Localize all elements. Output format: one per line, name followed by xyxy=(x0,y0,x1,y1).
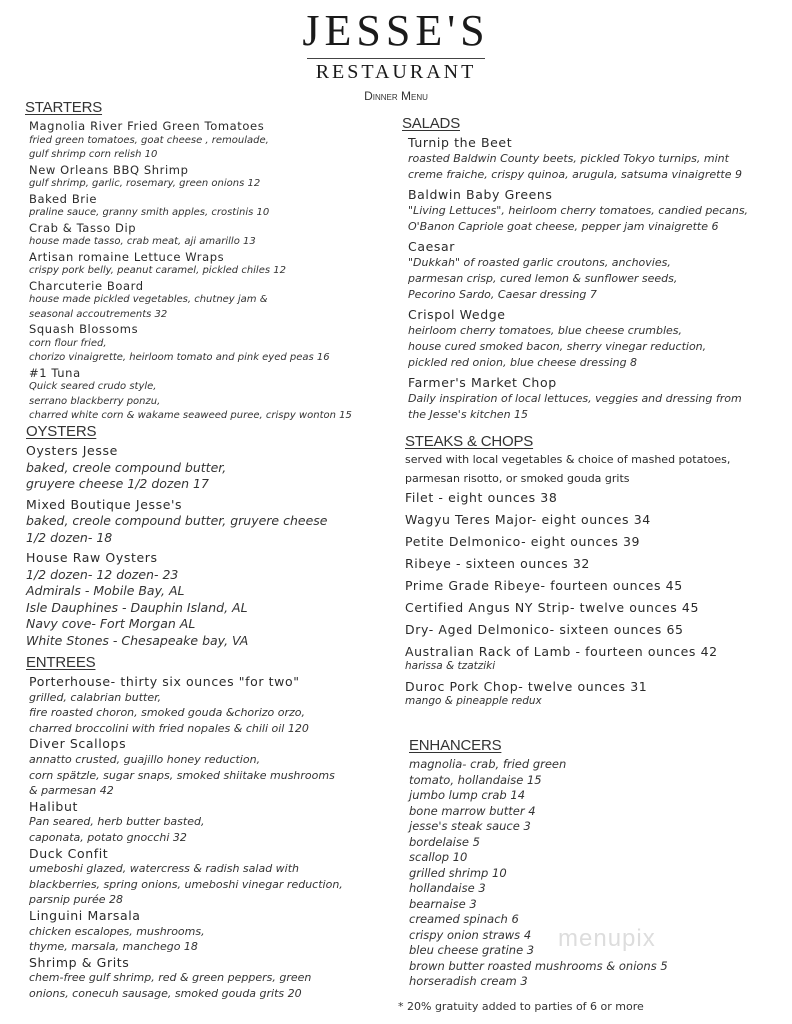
item-description: horseradish cream 3 xyxy=(409,974,528,988)
item-name: Shrimp & Grits xyxy=(29,954,130,970)
item-name: Magnolia River Fried Green Tomatoes xyxy=(29,119,265,133)
section-steaks-chops xyxy=(405,433,730,714)
menu-item xyxy=(408,307,748,371)
item-description: praline sauce, granny smith apples, crostinis 10 xyxy=(29,207,270,218)
item-description: O'Banon Capriole goat cheese, pepper jam vinaigrette 6 xyxy=(408,220,719,233)
item-name: Duroc Pork Chop- twelve ounces 31 xyxy=(405,679,648,694)
logo-name: JESSE'S xyxy=(302,6,490,55)
item-description: brown butter roasted mushrooms & onions 5 xyxy=(409,958,668,973)
item-description: & parmesan 42 xyxy=(29,784,114,798)
menu-item xyxy=(29,279,352,323)
item-description: chem-free gulf shrimp, red & green peppers, green xyxy=(29,971,312,985)
item-description: house made tasso, crab meat, aji amarillo 13 xyxy=(29,236,256,247)
item-name: Wagyu Teres Major- eight ounces 34 xyxy=(405,512,651,527)
section-heading: SALADS xyxy=(402,115,460,132)
item-description: the Jesse's kitchen 15 xyxy=(408,408,529,421)
item-description: chorizo vinaigrette, heirloom tomato and pink eyed peas 16 xyxy=(29,352,330,363)
menu-item xyxy=(405,556,730,572)
item-name: Baldwin Baby Greens xyxy=(408,187,553,202)
item-description: bleu cheese gratine 3 xyxy=(409,943,535,957)
item-description: baked, creole compound butter, gruyere cheese xyxy=(26,513,328,528)
menu-item xyxy=(26,550,327,649)
item-description: parsnip purée 28 xyxy=(29,893,123,907)
menu-item xyxy=(408,375,748,423)
item-description: hollandaise 3 xyxy=(409,881,486,895)
item-description: creamed spinach 6 xyxy=(409,912,519,926)
item-name: Crab & Tasso Dip xyxy=(29,220,137,235)
item-description: Daily inspiration of local lettuces, veggies and dressing from xyxy=(408,392,742,405)
menu-items xyxy=(26,674,343,1001)
item-name: Mixed Boutique Jesse's xyxy=(26,496,183,512)
section-starters xyxy=(25,99,352,424)
item-description: fire roasted choron, smoked gouda &chorizo orzo, xyxy=(29,706,305,720)
menu-item xyxy=(29,221,352,250)
item-description: Navy cove- Fort Morgan AL xyxy=(26,616,196,631)
item-description: corn spätzle, sugar snaps, smoked shiitake mushrooms xyxy=(29,768,335,782)
item-description: gulf shrimp corn relish 10 xyxy=(29,149,158,160)
menu-item xyxy=(29,322,352,366)
item-description: serrano blackberry ponzu, xyxy=(29,395,161,407)
section-heading: ENTREES xyxy=(26,654,96,671)
item-description: corn flour fried, xyxy=(29,337,107,349)
menu-item xyxy=(408,135,748,183)
menu-item xyxy=(29,119,352,163)
item-name: Ribeye - sixteen ounces 32 xyxy=(405,556,590,571)
item-name: Diver Scallops xyxy=(29,736,127,752)
menu-item xyxy=(405,534,730,550)
item-description: seasonal accoutrements 32 xyxy=(29,308,168,320)
section-oysters xyxy=(26,423,327,653)
item-description: Pan seared, herb butter basted, xyxy=(29,815,205,829)
item-description: "Dukkah" of roasted garlic croutons, anchovies, xyxy=(408,256,671,269)
menu-item xyxy=(29,736,343,798)
menu-item xyxy=(405,578,730,594)
item-name: Baked Brie xyxy=(29,191,98,206)
menu-title: Dinner Menu xyxy=(364,89,428,103)
item-description: annatto crusted, guajillo honey reduction, xyxy=(29,752,261,766)
menu-item xyxy=(29,799,343,846)
menu-item xyxy=(409,757,668,990)
menu-item xyxy=(26,497,327,547)
watermark: menupix xyxy=(558,925,656,952)
section-heading: OYSTERS xyxy=(26,423,97,440)
item-description: caponata, potato gnocchi 32 xyxy=(29,830,187,844)
menu-items xyxy=(402,135,748,423)
item-name: Filet - eight ounces 38 xyxy=(405,490,558,505)
menu-item xyxy=(26,443,327,493)
section-salads xyxy=(402,115,748,427)
item-description: heirloom cherry tomatoes, blue cheese crumbles, xyxy=(408,324,683,337)
item-name: Certified Angus NY Strip- twelve ounces 45 xyxy=(405,600,700,615)
item-name: Petite Delmonico- eight ounces 39 xyxy=(405,534,641,549)
section-entrees xyxy=(26,654,343,1001)
item-name: Oysters Jesse xyxy=(26,443,118,458)
menu-item xyxy=(29,192,352,221)
item-description: bordelaise 5 xyxy=(409,834,480,849)
item-description: jesse's steak sauce 3 xyxy=(409,819,531,833)
menu-item xyxy=(405,644,730,673)
item-description: magnolia- crab, fried green xyxy=(409,757,567,771)
item-description: mango & pineapple redux xyxy=(405,695,542,707)
item-name: Farmer's Market Chop xyxy=(408,375,557,390)
item-description: jumbo lump crab 14 xyxy=(409,788,526,802)
item-description: creme fraiche, crispy quinoa, arugula, satsuma vinaigrette 9 xyxy=(408,168,742,181)
item-name: #1 Tuna xyxy=(29,365,81,380)
item-name: Dry- Aged Delmonico- sixteen ounces 65 xyxy=(405,622,684,637)
item-name: Linguini Marsala xyxy=(29,907,141,923)
item-name: Crispol Wedge xyxy=(408,307,506,322)
item-description: 1/2 dozen- 18 xyxy=(26,529,113,545)
menu-item xyxy=(29,908,343,955)
menu-item xyxy=(405,622,730,638)
item-description: 1/2 dozen- 12 dozen- 23 xyxy=(26,566,179,582)
gratuity-note: * 20% gratuity added to parties of 6 or more xyxy=(398,1000,644,1013)
item-description: tomato, hollandaise 15 xyxy=(409,772,542,787)
item-description: thyme, marsala, manchego 18 xyxy=(29,940,198,954)
item-name: Duck Confit xyxy=(29,845,109,861)
menu-items xyxy=(25,119,352,424)
item-name: Charcuterie Board xyxy=(29,278,144,293)
item-description: chicken escalopes, mushrooms, xyxy=(29,924,205,938)
menu-item xyxy=(408,187,748,235)
item-description: charred broccolini with fried nopales & chili oil 120 xyxy=(29,721,309,735)
item-description: harissa & tzatziki xyxy=(405,660,496,672)
logo-subtitle: RESTAURANT xyxy=(315,61,477,83)
item-description: scallop 10 xyxy=(409,850,468,864)
section-intro: served with local vegetables & choice of mashed potatoes, xyxy=(405,453,731,466)
menu-item xyxy=(405,679,730,708)
item-name: Australian Rack of Lamb - fourteen ounces 42 xyxy=(405,644,718,659)
item-description: house made pickled vegetables, chutney jam & xyxy=(29,294,268,305)
item-description: Pecorino Sardo, Caesar dressing 7 xyxy=(408,288,597,301)
item-description: onions, conecuh sausage, smoked gouda grits 20 xyxy=(29,986,302,1000)
item-description: gruyere cheese 1/2 dozen 17 xyxy=(26,476,209,491)
menu-item xyxy=(29,366,352,424)
menu-item xyxy=(29,674,343,736)
menu-item xyxy=(405,600,730,616)
menu-item xyxy=(405,490,730,506)
item-description: roasted Baldwin County beets, pickled Tokyo turnips, mint xyxy=(408,152,729,165)
section-intro: parmesan risotto, or smoked gouda grits xyxy=(405,471,630,485)
menu-items xyxy=(409,757,668,990)
item-name: Halibut xyxy=(29,798,78,814)
item-description: bearnaise 3 xyxy=(409,896,477,911)
restaurant-logo xyxy=(0,8,792,103)
item-description: bone marrow butter 4 xyxy=(409,803,536,818)
item-description: Admirals - Mobile Bay, AL xyxy=(26,583,185,598)
item-description: White Stones - Chesapeake bay, VA xyxy=(26,632,249,648)
item-description: grilled shrimp 10 xyxy=(409,865,507,880)
menu-item xyxy=(29,955,343,1002)
item-description: baked, creole compound butter, xyxy=(26,459,227,475)
item-description: charred white corn & wakame seaweed puree, crispy wonton 15 xyxy=(29,410,352,421)
item-name: Squash Blossoms xyxy=(29,322,139,336)
item-description: blackberries, spring onions, umeboshi vinegar reduction, xyxy=(29,877,343,891)
logo-divider xyxy=(307,58,485,59)
item-description: Quick seared crudo style, xyxy=(29,381,157,392)
item-description: pickled red onion, blue cheese dressing 8 xyxy=(408,356,638,369)
item-name: Artisan romaine Lettuce Wraps xyxy=(29,249,225,264)
item-name: Caesar xyxy=(408,239,455,254)
item-description: umeboshi glazed, watercress & radish salad with xyxy=(29,862,300,876)
item-name: Prime Grade Ribeye- fourteen ounces 45 xyxy=(405,578,683,593)
item-name: Porterhouse- thirty six ounces "for two" xyxy=(29,674,300,689)
item-description: house cured smoked bacon, sherry vinegar reduction, xyxy=(408,340,707,353)
menu-item xyxy=(29,250,352,279)
section-heading: STARTERS xyxy=(25,99,103,116)
item-description: crispy pork belly, peanut caramel, pickled chiles 12 xyxy=(29,265,286,276)
item-description: gulf shrimp, garlic, rosemary, green onions 12 xyxy=(29,178,261,189)
menu-items xyxy=(26,443,327,649)
section-heading: ENHANCERS xyxy=(409,737,502,754)
item-description: crispy onion straws 4 xyxy=(409,927,532,942)
item-description: grilled, calabrian butter, xyxy=(29,690,162,704)
menu-item xyxy=(29,163,352,192)
item-description: "Living Lettuces", heirloom cherry tomatoes, candied pecans, xyxy=(408,204,749,217)
menu-item xyxy=(408,239,748,303)
item-name: Turnip the Beet xyxy=(408,135,513,150)
menu-item xyxy=(29,846,343,908)
item-description: fried green tomatoes, goat cheese , remoulade, xyxy=(29,134,269,146)
menu-items xyxy=(405,490,730,708)
item-description: parmesan crisp, cured lemon & sunflower seeds, xyxy=(408,272,678,285)
section-heading: STEAKS & CHOPS xyxy=(405,433,534,450)
menu-item xyxy=(405,512,730,528)
item-description: Isle Dauphines - Dauphin Island, AL xyxy=(26,599,248,615)
item-name: New Orleans BBQ Shrimp xyxy=(29,162,189,177)
item-name: House Raw Oysters xyxy=(26,550,158,565)
